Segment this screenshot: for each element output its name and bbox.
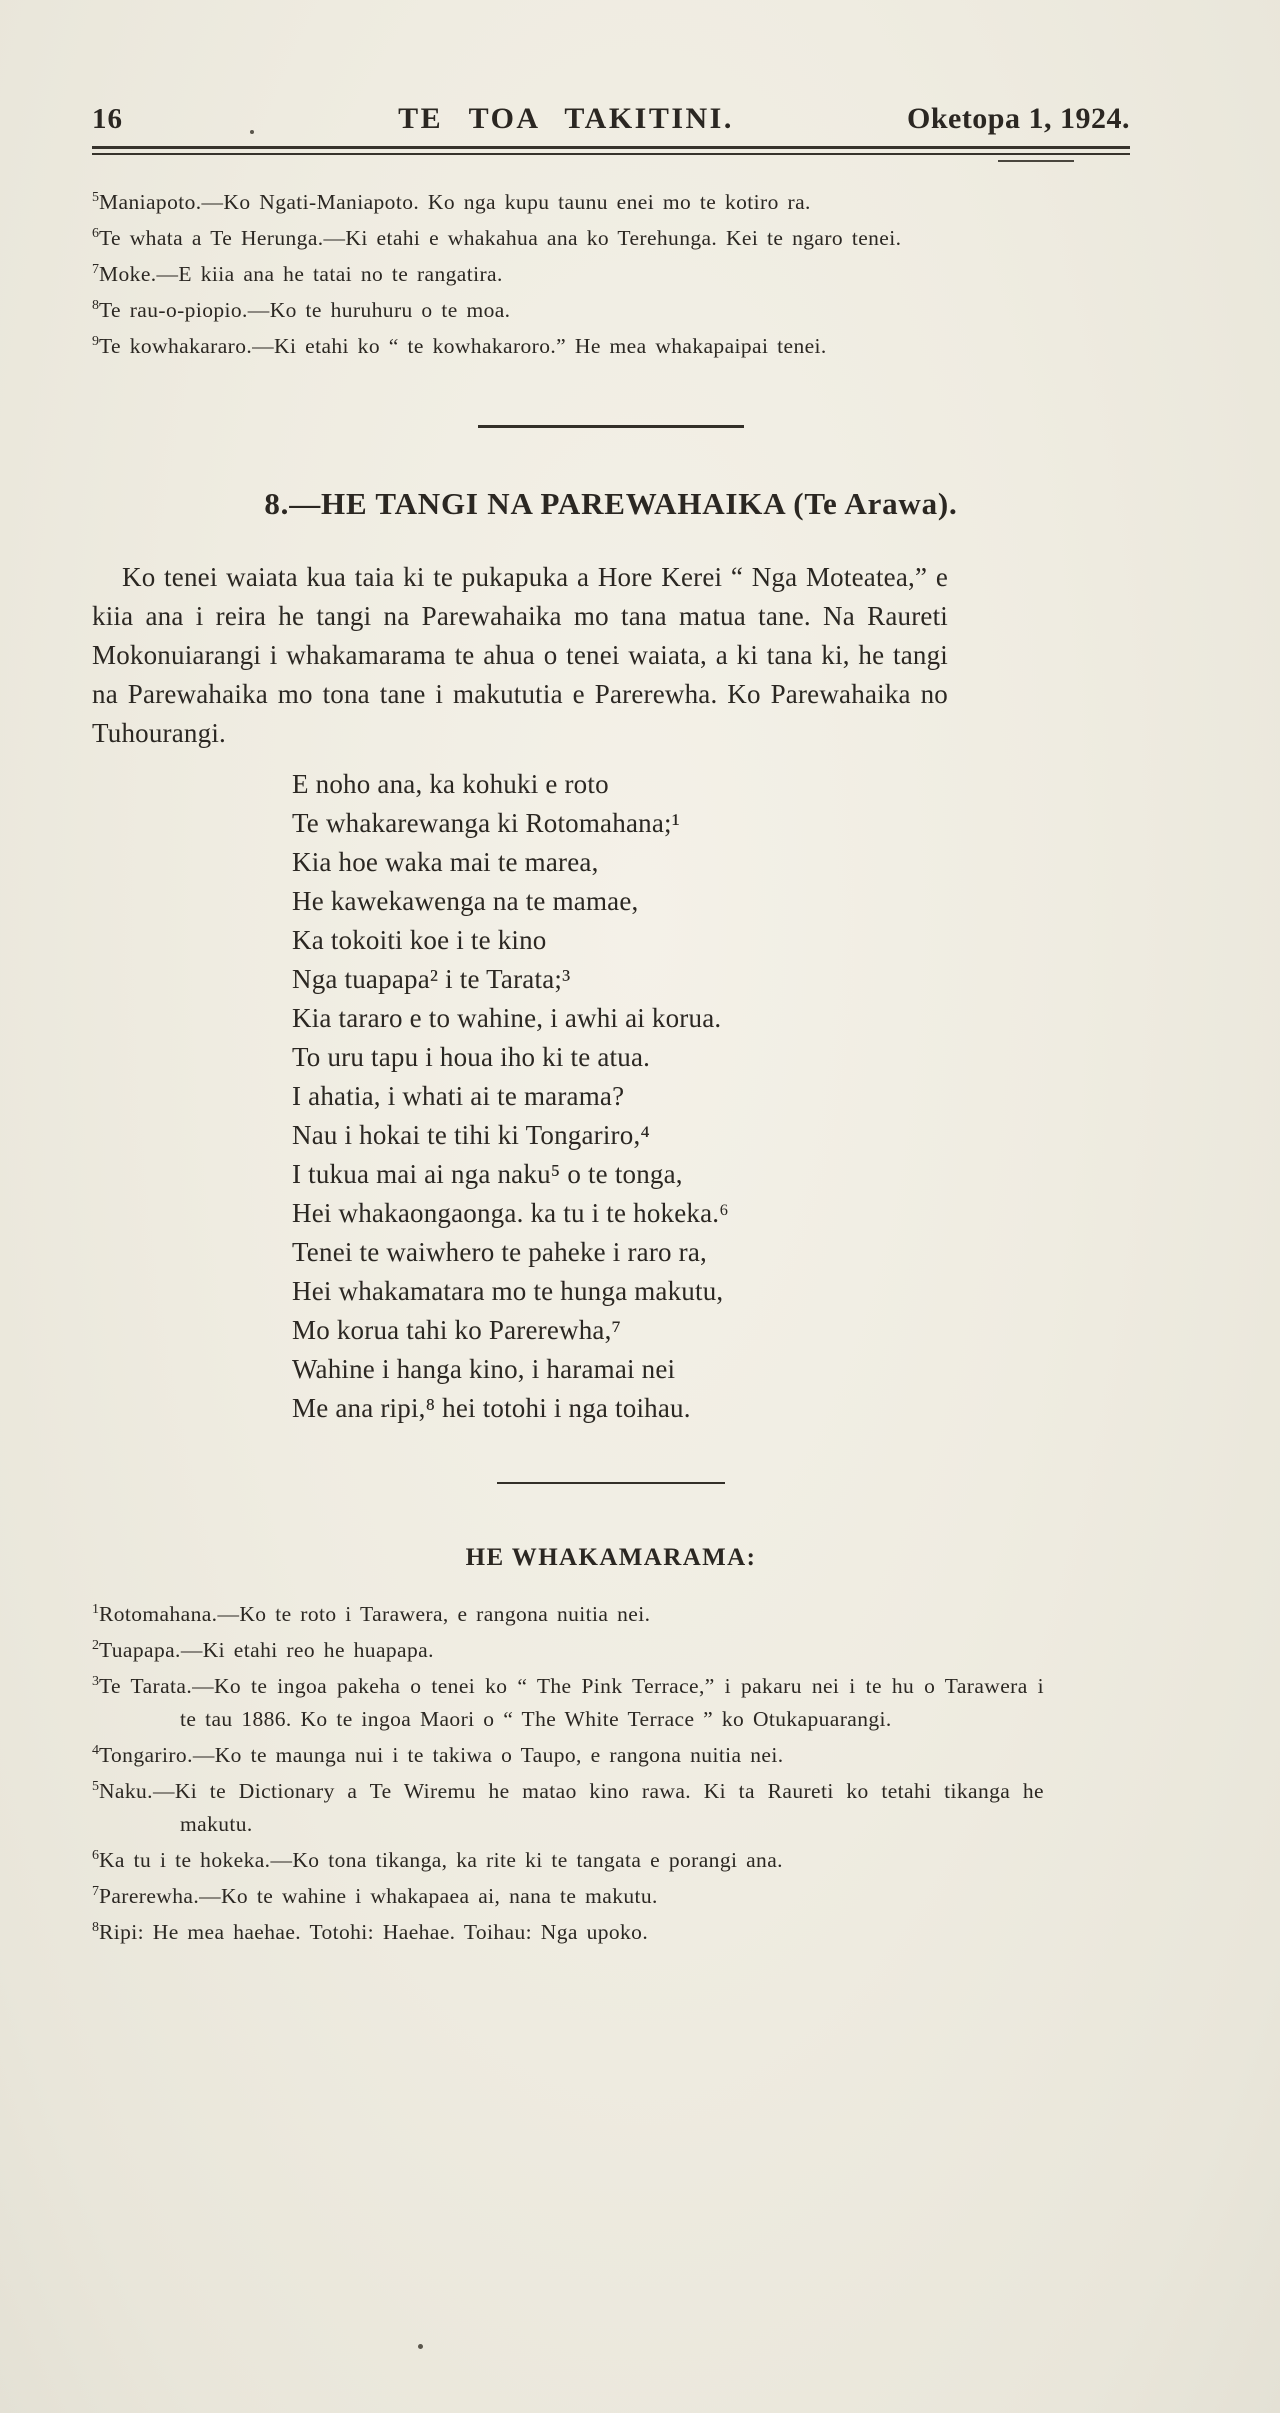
note-item bbox=[92, 258, 1044, 291]
header-rule-artifact bbox=[998, 160, 1074, 162]
poem-line: Hei whakaongaonga. ka tu i te hokeka.⁶ bbox=[292, 1198, 729, 1228]
poem bbox=[292, 765, 1130, 1428]
note-text: Moke.—E kiia ana he tatai no te rangatira. bbox=[99, 262, 503, 286]
poem-line: Nga tuapapa² i te Tarata;³ bbox=[292, 964, 571, 994]
poem-line: Nau i hokai te tihi ki Tongariro,⁴ bbox=[292, 1120, 651, 1150]
page-header bbox=[92, 102, 1130, 136]
footnote-ref: 7 bbox=[92, 1883, 99, 1899]
poem-line: He kawekawenga na te mamae, bbox=[292, 886, 639, 916]
scan-speck bbox=[250, 130, 254, 134]
footnote-ref: 8 bbox=[92, 1919, 99, 1935]
page-number: 16 bbox=[92, 103, 123, 135]
poem-line: I tukua mai ai nga naku⁵ o te tonga, bbox=[292, 1159, 683, 1189]
section-divider-rule bbox=[478, 425, 744, 428]
footnote-item bbox=[92, 1775, 1044, 1841]
footnote-text: Ka tu i te hokeka.—Ko tona tikanga, ka rite ki te tangata e porangi ana. bbox=[99, 1848, 783, 1872]
footnotes-section bbox=[92, 1598, 1044, 1949]
poem-line: Kia tararo e to wahine, i awhi ai korua. bbox=[292, 1003, 722, 1033]
note-item bbox=[92, 330, 1044, 363]
footnote-ref: 2 bbox=[92, 1637, 99, 1653]
footnote-ref: 1 bbox=[92, 1601, 99, 1617]
footnote-item bbox=[92, 1670, 1044, 1736]
note-ref: 8 bbox=[92, 297, 99, 313]
poem-line: Hei whakamatara mo te hunga makutu, bbox=[292, 1276, 724, 1306]
footnote-text: Tongariro.—Ko te maunga nui i te takiwa o Taupo, e rangona nuitia nei. bbox=[99, 1743, 784, 1767]
note-text: Te kowhakararo.—Ki etahi ko “ te kowhakaroro.” He mea whakapaipai tenei. bbox=[99, 334, 827, 358]
footnote-text: Parerewha.—Ko te wahine i whakapaea ai, nana te makutu. bbox=[99, 1884, 658, 1908]
footnote-ref: 6 bbox=[92, 1847, 99, 1863]
poem-line: To uru tapu i houa iho ki te atua. bbox=[292, 1042, 651, 1072]
footnote-ref: 4 bbox=[92, 1742, 99, 1758]
poem-line: I ahatia, i whati ai te marama? bbox=[292, 1081, 625, 1111]
note-ref: 6 bbox=[92, 225, 99, 241]
section-heading: 8.—HE TANGI NA PAREWAHAIKA (Te Arawa). bbox=[264, 486, 958, 521]
poem-line: Te whakarewanga ki Rotomahana;¹ bbox=[292, 808, 681, 838]
scan-speck bbox=[418, 2344, 423, 2349]
note-item bbox=[92, 294, 1044, 327]
footnote-item bbox=[92, 1598, 1044, 1631]
note-ref: 9 bbox=[92, 333, 99, 349]
footnotes-heading: HE WHAKAMARAMA: bbox=[465, 1544, 757, 1571]
journal-title: TE TOA TAKITINI. bbox=[398, 102, 734, 135]
note-ref: 7 bbox=[92, 261, 99, 277]
note-text: Maniapoto.—Ko Ngati-Maniapoto. Ko nga kupu taunu enei mo te kotiro ra. bbox=[99, 190, 811, 214]
note-text: Te rau-o-piopio.—Ko te huruhuru o te moa. bbox=[99, 298, 511, 322]
note-item bbox=[92, 186, 1044, 219]
poem-line: E noho ana, ka kohuki e roto bbox=[292, 769, 609, 799]
footnote-text: Ripi: He mea haehae. Totohi: Haehae. Toihau: Nga upoko. bbox=[99, 1920, 649, 1944]
note-ref: 5 bbox=[92, 189, 99, 205]
poem-line: Kia hoe waka mai te marea, bbox=[292, 847, 599, 877]
poem-line: Tenei te waiwhero te paheke i raro ra, bbox=[292, 1237, 707, 1267]
footnote-text: Te Tarata.—Ko te ingoa pakeha o tenei ko “ The Pink Terrace,” i pakaru nei i te hu o Tarawera i te tau 1886. Ko te ingoa Maori o “ The White Terrace ” ko Otukapuarangi. bbox=[99, 1674, 1044, 1731]
issue-date: Oketopa 1, 1924. bbox=[906, 102, 1130, 135]
footnote-item bbox=[92, 1844, 1044, 1877]
poem-line: Mo korua tahi ko Parerewha,⁷ bbox=[292, 1315, 622, 1345]
footnotes-divider-rule bbox=[497, 1482, 725, 1484]
footnote-text: Tuapapa.—Ki etahi reo he huapapa. bbox=[99, 1638, 434, 1662]
poem-line: Ka tokoiti koe i te kino bbox=[292, 925, 547, 955]
footnote-text: Rotomahana.—Ko te roto i Tarawera, e rangona nuitia nei. bbox=[99, 1602, 651, 1626]
footnote-text: Naku.—Ki te Dictionary a Te Wiremu he matao kino rawa. Ki ta Raureti ko tetahi tikanga he makutu. bbox=[99, 1779, 1044, 1836]
footnote-item bbox=[92, 1739, 1044, 1772]
footnote-ref: 5 bbox=[92, 1778, 99, 1794]
footnote-item bbox=[92, 1916, 1044, 1949]
header-double-rule bbox=[92, 146, 1130, 155]
note-item bbox=[92, 222, 1044, 255]
intro-paragraph: Ko tenei waiata kua taia ki te pukapuka a Hore Kerei “ Nga Moteatea,” e kiia ana i reira he tangi na Parewahaika mo tana matua tane. Na Raureti Mokonuiarangi i whakamarama te ahua o tenei waiata, a ki tana ki, he tangi na Parewahaika mo tona tane i makututia e Parerewha. Ko Parewahaika no Tuhourangi. bbox=[92, 562, 948, 748]
footnote-item bbox=[92, 1634, 1044, 1667]
note-text: Te whata a Te Herunga.—Ki etahi e whakahua ana ko Terehunga. Kei te ngaro tenei. bbox=[99, 226, 902, 250]
footnote-item bbox=[92, 1880, 1044, 1913]
continued-notes-section bbox=[92, 186, 1044, 363]
poem-line: Me ana ripi,⁸ hei totohi i nga toihau. bbox=[292, 1393, 691, 1423]
footnote-ref: 3 bbox=[92, 1673, 99, 1689]
poem-line: Wahine i hanga kino, i haramai nei bbox=[292, 1354, 676, 1384]
